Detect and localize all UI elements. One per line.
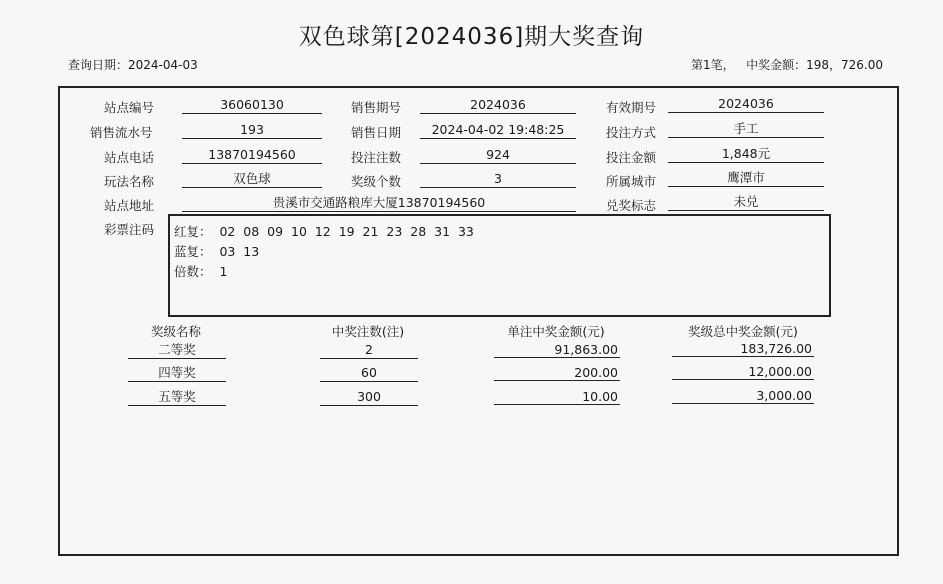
city-value: 鹰潭市 — [668, 169, 824, 187]
blue-numbers: 蓝复： 03 13 — [174, 244, 260, 259]
ticket-label: 彩票注码 — [104, 222, 155, 237]
valid-period-value: 2024036 — [668, 95, 824, 113]
address-label: 站点地址 — [104, 198, 155, 213]
city-label: 所属城市 — [606, 174, 657, 189]
station-no-label: 站点编号 — [104, 100, 155, 115]
game-label: 玩法名称 — [104, 174, 155, 189]
prize-levels-label: 奖级个数 — [351, 174, 402, 189]
table-row-2-count: 60 — [320, 364, 418, 382]
table-row-2-unit: 200.00 — [494, 364, 620, 381]
table-row-1-level: 二等奖 — [128, 341, 226, 359]
multiple: 倍数： 1 — [174, 264, 228, 279]
bet-method-label: 投注方式 — [606, 125, 657, 140]
summary-amount: 第1笔， 中奖金额：198，726.00 — [691, 58, 883, 72]
table-row-1-total: 183,726.00 — [672, 340, 814, 357]
redeem-label: 兑奖标志 — [606, 198, 657, 213]
table-row-3-level: 五等奖 — [128, 388, 226, 406]
sale-date-value: 2024-04-02 19:48:25 — [420, 121, 576, 139]
phone-label: 站点电话 — [104, 150, 155, 165]
sale-period-value: 2024036 — [420, 96, 576, 114]
redeem-value: 未兑 — [668, 193, 824, 211]
table-row-1-unit: 91,863.00 — [494, 341, 620, 358]
serial-value: 193 — [182, 121, 322, 139]
header-prize-level: 奖级名称 — [150, 324, 201, 339]
phone-value: 13870194560 — [182, 146, 322, 164]
prize-levels-value: 3 — [420, 170, 576, 188]
table-row-3-unit: 10.00 — [494, 388, 620, 405]
table-row-1-count: 2 — [320, 341, 418, 359]
table-row-3-count: 300 — [320, 388, 418, 406]
sale-period-label: 销售期号 — [351, 100, 402, 115]
address-value: 贵溪市交通路粮库大厦13870194560 — [182, 194, 576, 212]
ticket-box — [168, 214, 831, 317]
bet-method-value: 手工 — [668, 120, 824, 138]
table-row-2-level: 四等奖 — [128, 364, 226, 382]
table-row-2-total: 12,000.00 — [672, 363, 814, 380]
serial-label: 销售流水号 — [90, 125, 153, 140]
station-no-value: 36060130 — [182, 96, 322, 114]
query-date: 查询日期：2024-04-03 — [68, 58, 198, 72]
red-numbers: 红复： 02 08 09 10 12 19 21 23 28 31 33 — [174, 224, 474, 239]
bet-count-label: 投注注数 — [351, 150, 402, 165]
header-total-amount: 奖级总中奖金额(元) — [688, 324, 798, 339]
bet-count-value: 924 — [420, 146, 576, 164]
valid-period-label: 有效期号 — [606, 100, 657, 115]
header-unit-amount: 单注中奖金额(元) — [507, 324, 605, 339]
game-value: 双色球 — [182, 170, 322, 188]
sale-date-label: 销售日期 — [351, 125, 402, 140]
table-row-3-total: 3,000.00 — [672, 387, 814, 404]
bet-amount-label: 投注金额 — [606, 150, 657, 165]
header-win-count: 中奖注数(注) — [331, 324, 405, 339]
page-title: 双色球第[2024036]期大奖查询 — [298, 24, 645, 50]
bet-amount-value: 1,848元 — [668, 145, 824, 163]
